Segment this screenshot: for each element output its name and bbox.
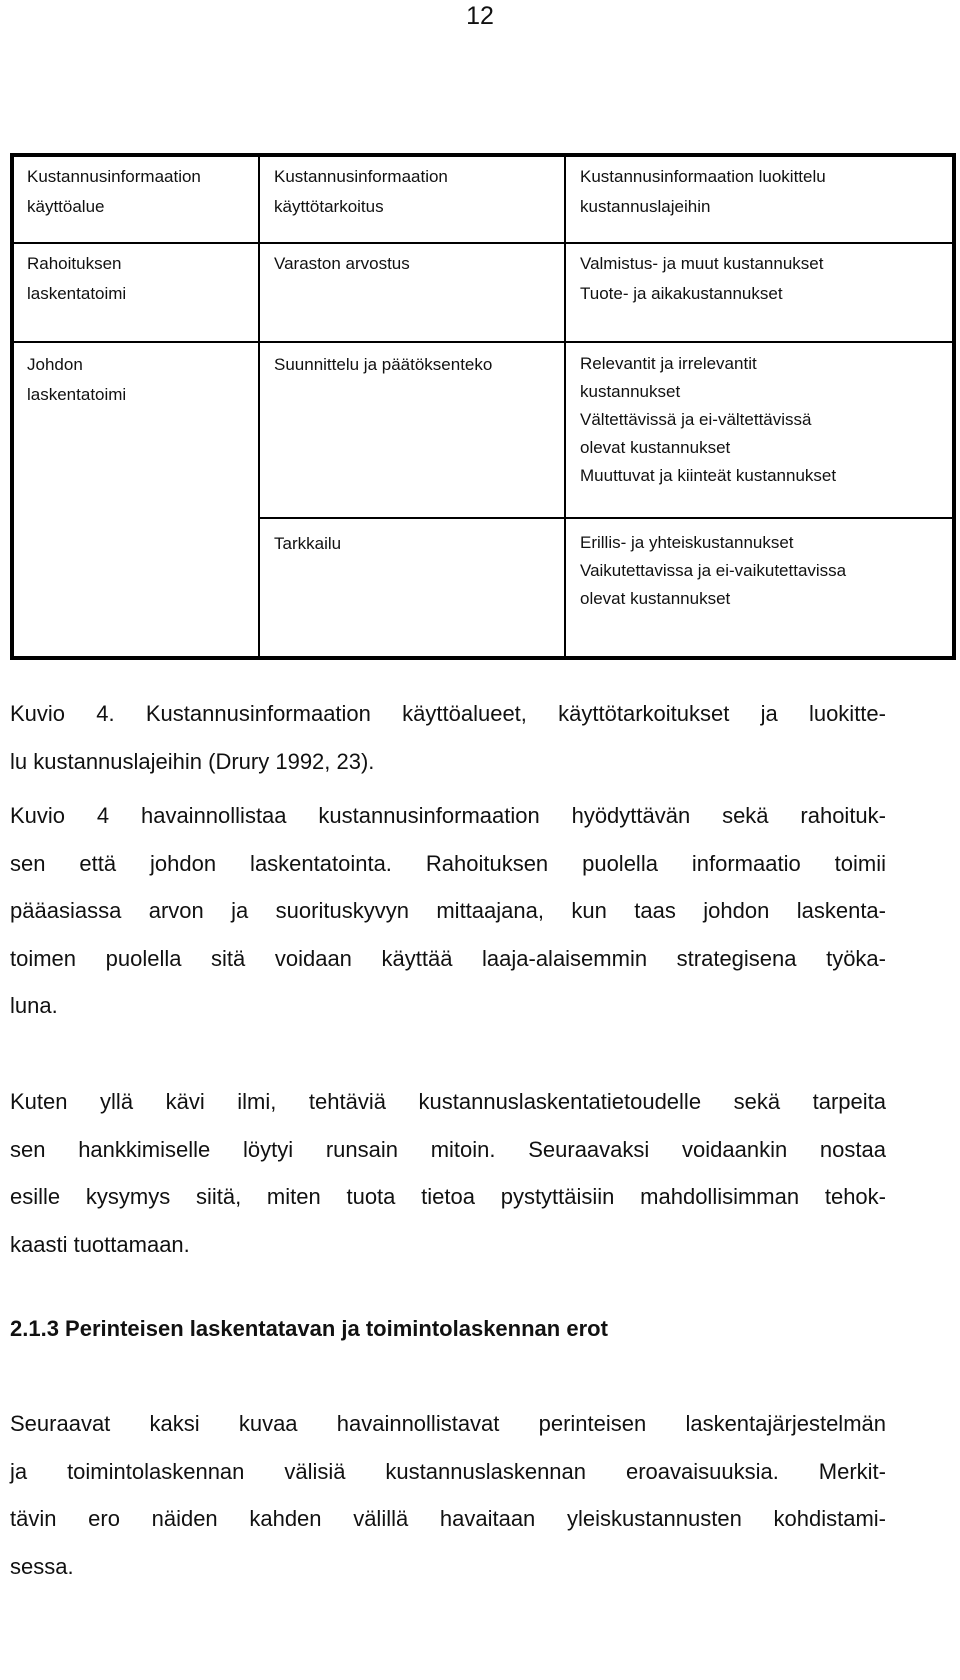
table-row	[12, 342, 954, 518]
cell-text: Muuttuvat ja kiinteät kustannukset	[580, 465, 837, 485]
section-heading: 2.1.3 Perinteisen laskentatavan ja toimintolaskennan erot	[10, 1316, 608, 1341]
caption-line: lu kustannuslajeihin (Drury 1992, 23).	[10, 748, 375, 774]
cell-text: olevat kustannukset	[580, 588, 731, 608]
figure-caption	[10, 690, 886, 785]
paragraph-line: Kuvio 4 havainnollistaa kustannusinformaation hyödyttävän sekä rahoituk-	[10, 803, 886, 828]
paragraph-line: Seuraavat kaksi kuvaa havainnollistavat perinteisen laskentajärjestelmän	[10, 1411, 886, 1436]
paragraph-line: esille kysymys siitä, miten tuota tietoa pystyttäisiin mahdollisimman tehok-	[10, 1184, 886, 1209]
cell-text: Vältettävissä ja ei-vältettävissä	[580, 409, 812, 429]
table-header-row	[12, 155, 954, 243]
paragraph-line: kaasti tuottamaan.	[10, 1231, 190, 1257]
cell-purpose	[259, 518, 565, 658]
paragraph-line: toimen puolella sitä voidaan käyttää laaja-alaisemmin strategisena työka-	[10, 945, 886, 971]
cell-purpose	[259, 243, 565, 342]
cell-text: Johdon	[27, 354, 83, 374]
paragraph-line: sen että johdon laskentatointa. Rahoituksen puolella informaatio toimii	[10, 850, 886, 876]
header-text: Kustannusinformaation	[27, 167, 201, 186]
cell-text: laskentatoimi	[27, 384, 127, 404]
cell-text: Valmistus- ja muut kustannukset	[580, 253, 824, 273]
cell-area	[12, 342, 259, 658]
header-text: käyttöalue	[27, 197, 105, 216]
cell-text: olevat kustannukset	[580, 437, 731, 457]
cell-text: Rahoituksen	[27, 253, 122, 273]
paragraph-line: tävin ero näiden kahden välillä havaitaan yleiskustannusten kohdistami-	[10, 1506, 886, 1531]
paragraph-line: Kuten yllä kävi ilmi, tehtäviä kustannuslaskentatietoudelle sekä tarpeita	[10, 1089, 886, 1114]
paragraph-line: ja toimintolaskennan välisiä kustannuslaskennan eroavaisuuksia. Merkit-	[10, 1458, 886, 1484]
page-number: 12	[466, 2, 494, 30]
paragraph	[10, 1078, 886, 1268]
header-text: käyttötarkoitus	[274, 197, 384, 216]
cell-text: Erillis- ja yhteiskustannukset	[580, 532, 794, 552]
paragraph	[10, 792, 886, 1030]
header-usage-area	[12, 155, 259, 243]
cell-text: kustannukset	[580, 381, 681, 401]
cell-area	[12, 243, 259, 342]
caption-line: Kuvio 4. Kustannusinformaation käyttöalueet, käyttötarkoitukset ja luokitte-	[10, 701, 886, 726]
cell-classification	[565, 342, 954, 518]
cell-text: laskentatoimi	[27, 283, 127, 303]
header-classification	[565, 155, 954, 243]
paragraph-line: sessa.	[10, 1553, 74, 1579]
header-text: Kustannusinformaation	[274, 167, 448, 186]
paragraph	[10, 1400, 886, 1590]
header-text: kustannuslajeihin	[580, 197, 711, 216]
cell-classification	[565, 243, 954, 342]
cell-classification	[565, 518, 954, 658]
paragraph-line: pääasiassa arvon ja suorituskyvyn mittaajana, kun taas johdon laskenta-	[10, 898, 886, 923]
cell-text: Tarkkailu	[274, 533, 342, 553]
cell-text: Suunnittelu ja päätöksenteko	[274, 354, 493, 374]
header-text: Kustannusinformaation luokittelu	[580, 167, 826, 186]
cell-text: Vaikutettavissa ja ei-vaikutettavissa	[580, 560, 847, 580]
cost-information-table	[10, 153, 956, 660]
paragraph-line: luna.	[10, 993, 58, 1018]
cell-purpose	[259, 342, 565, 518]
paragraph-line: sen hankkimiselle löytyi runsain mitoin. Seuraavaksi voidaankin nostaa	[10, 1136, 886, 1162]
table-row	[12, 243, 954, 342]
cell-text: Relevantit ja irrelevantit	[580, 353, 757, 373]
header-usage-purpose	[259, 155, 565, 243]
cell-text: Tuote- ja aikakustannukset	[580, 283, 783, 303]
cell-text: Varaston arvostus	[274, 253, 410, 273]
